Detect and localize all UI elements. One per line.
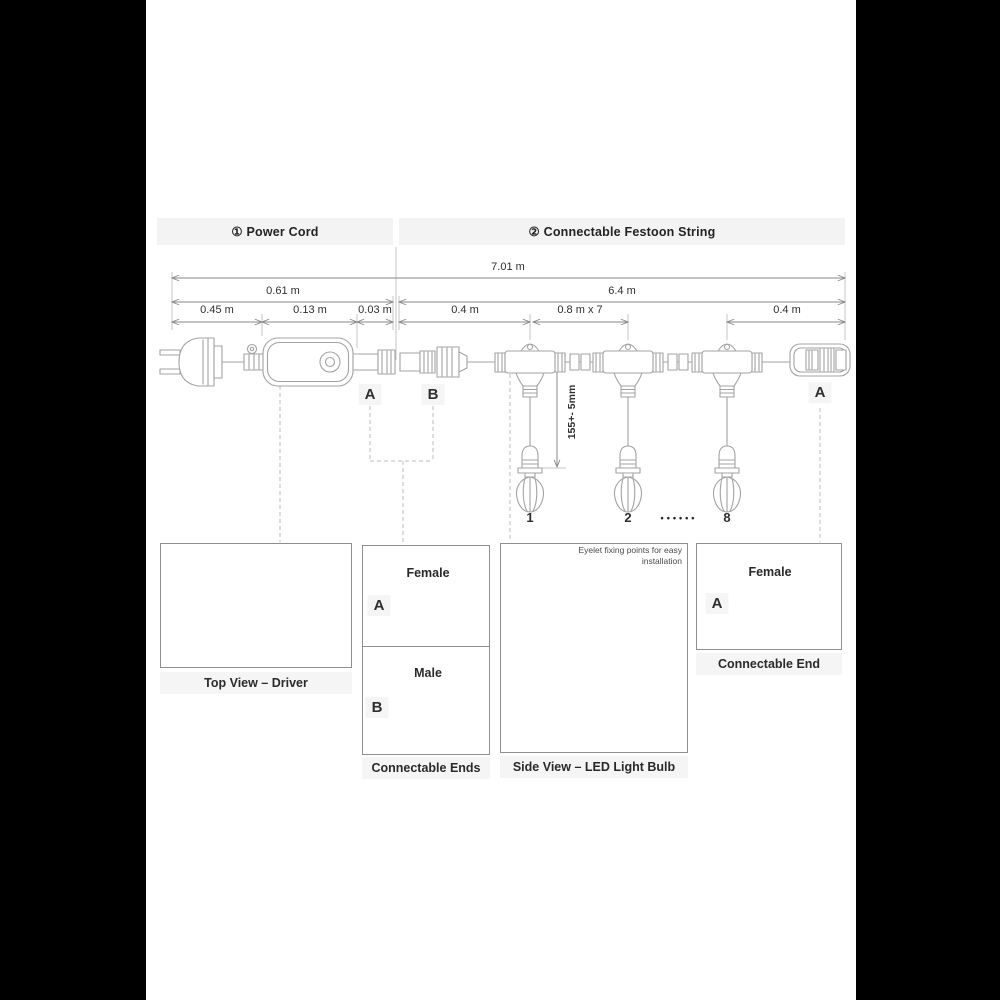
driver-drawing [244,338,395,386]
dim-lead-in: 0.4 m [451,304,479,316]
connector-label-a-right: A [809,382,832,403]
connector-label-a-left: A [359,384,382,405]
power-plug-drawing [160,338,246,386]
end-key-chip: A [706,593,729,614]
dim-plug-to-driver: 0.45 m [200,304,234,316]
panel-led-bulb [500,543,688,753]
dim-driver-to-end: 0.03 m [358,304,392,316]
female-title: Female [406,566,450,580]
panel-caption-driver: Top View – Driver [160,672,352,694]
dim-total: 7.01 m [491,261,525,273]
panel-caption-connectable-end: Connectable End [696,653,842,675]
bulb-ellipsis: •••••• [660,513,698,523]
dim-power-cord: 0.61 m [266,285,300,297]
dim-festoon: 6.4 m [608,285,636,297]
bulb-number-1: 1 [526,510,534,525]
connector-label-b: B [422,384,445,405]
eyelet-note: Eyelet fixing points for easy installation [578,545,682,566]
bulb-number-8: 8 [723,510,731,525]
panel-driver [160,543,352,668]
male-key-chip: B [366,697,389,718]
dim-lead-out: 0.4 m [773,304,801,316]
dimension-extension-lines [172,272,845,348]
panel-caption-connectable-ends: Connectable Ends [362,757,490,779]
bulb-number-2: 2 [624,510,632,525]
dim-driver-length: 0.13 m [293,304,327,316]
end-female-title: Female [748,565,792,579]
panel-connectable-ends-divider [362,646,490,647]
festoon-string-drawing [400,344,792,512]
section-header-power-cord: ① Power Cord [157,218,393,245]
female-key-chip: A [368,595,391,616]
end-connector-drawing [790,344,850,376]
male-title: Male [414,666,442,680]
panel-caption-led-bulb: Side View – LED Light Bulb [500,756,688,778]
section-header-festoon-string: ② Connectable Festoon String [399,218,845,245]
dim-bulb-spacing: 0.8 m x 7 [557,304,603,316]
dim-bulb-drop: 155+- 5mm [566,384,578,440]
